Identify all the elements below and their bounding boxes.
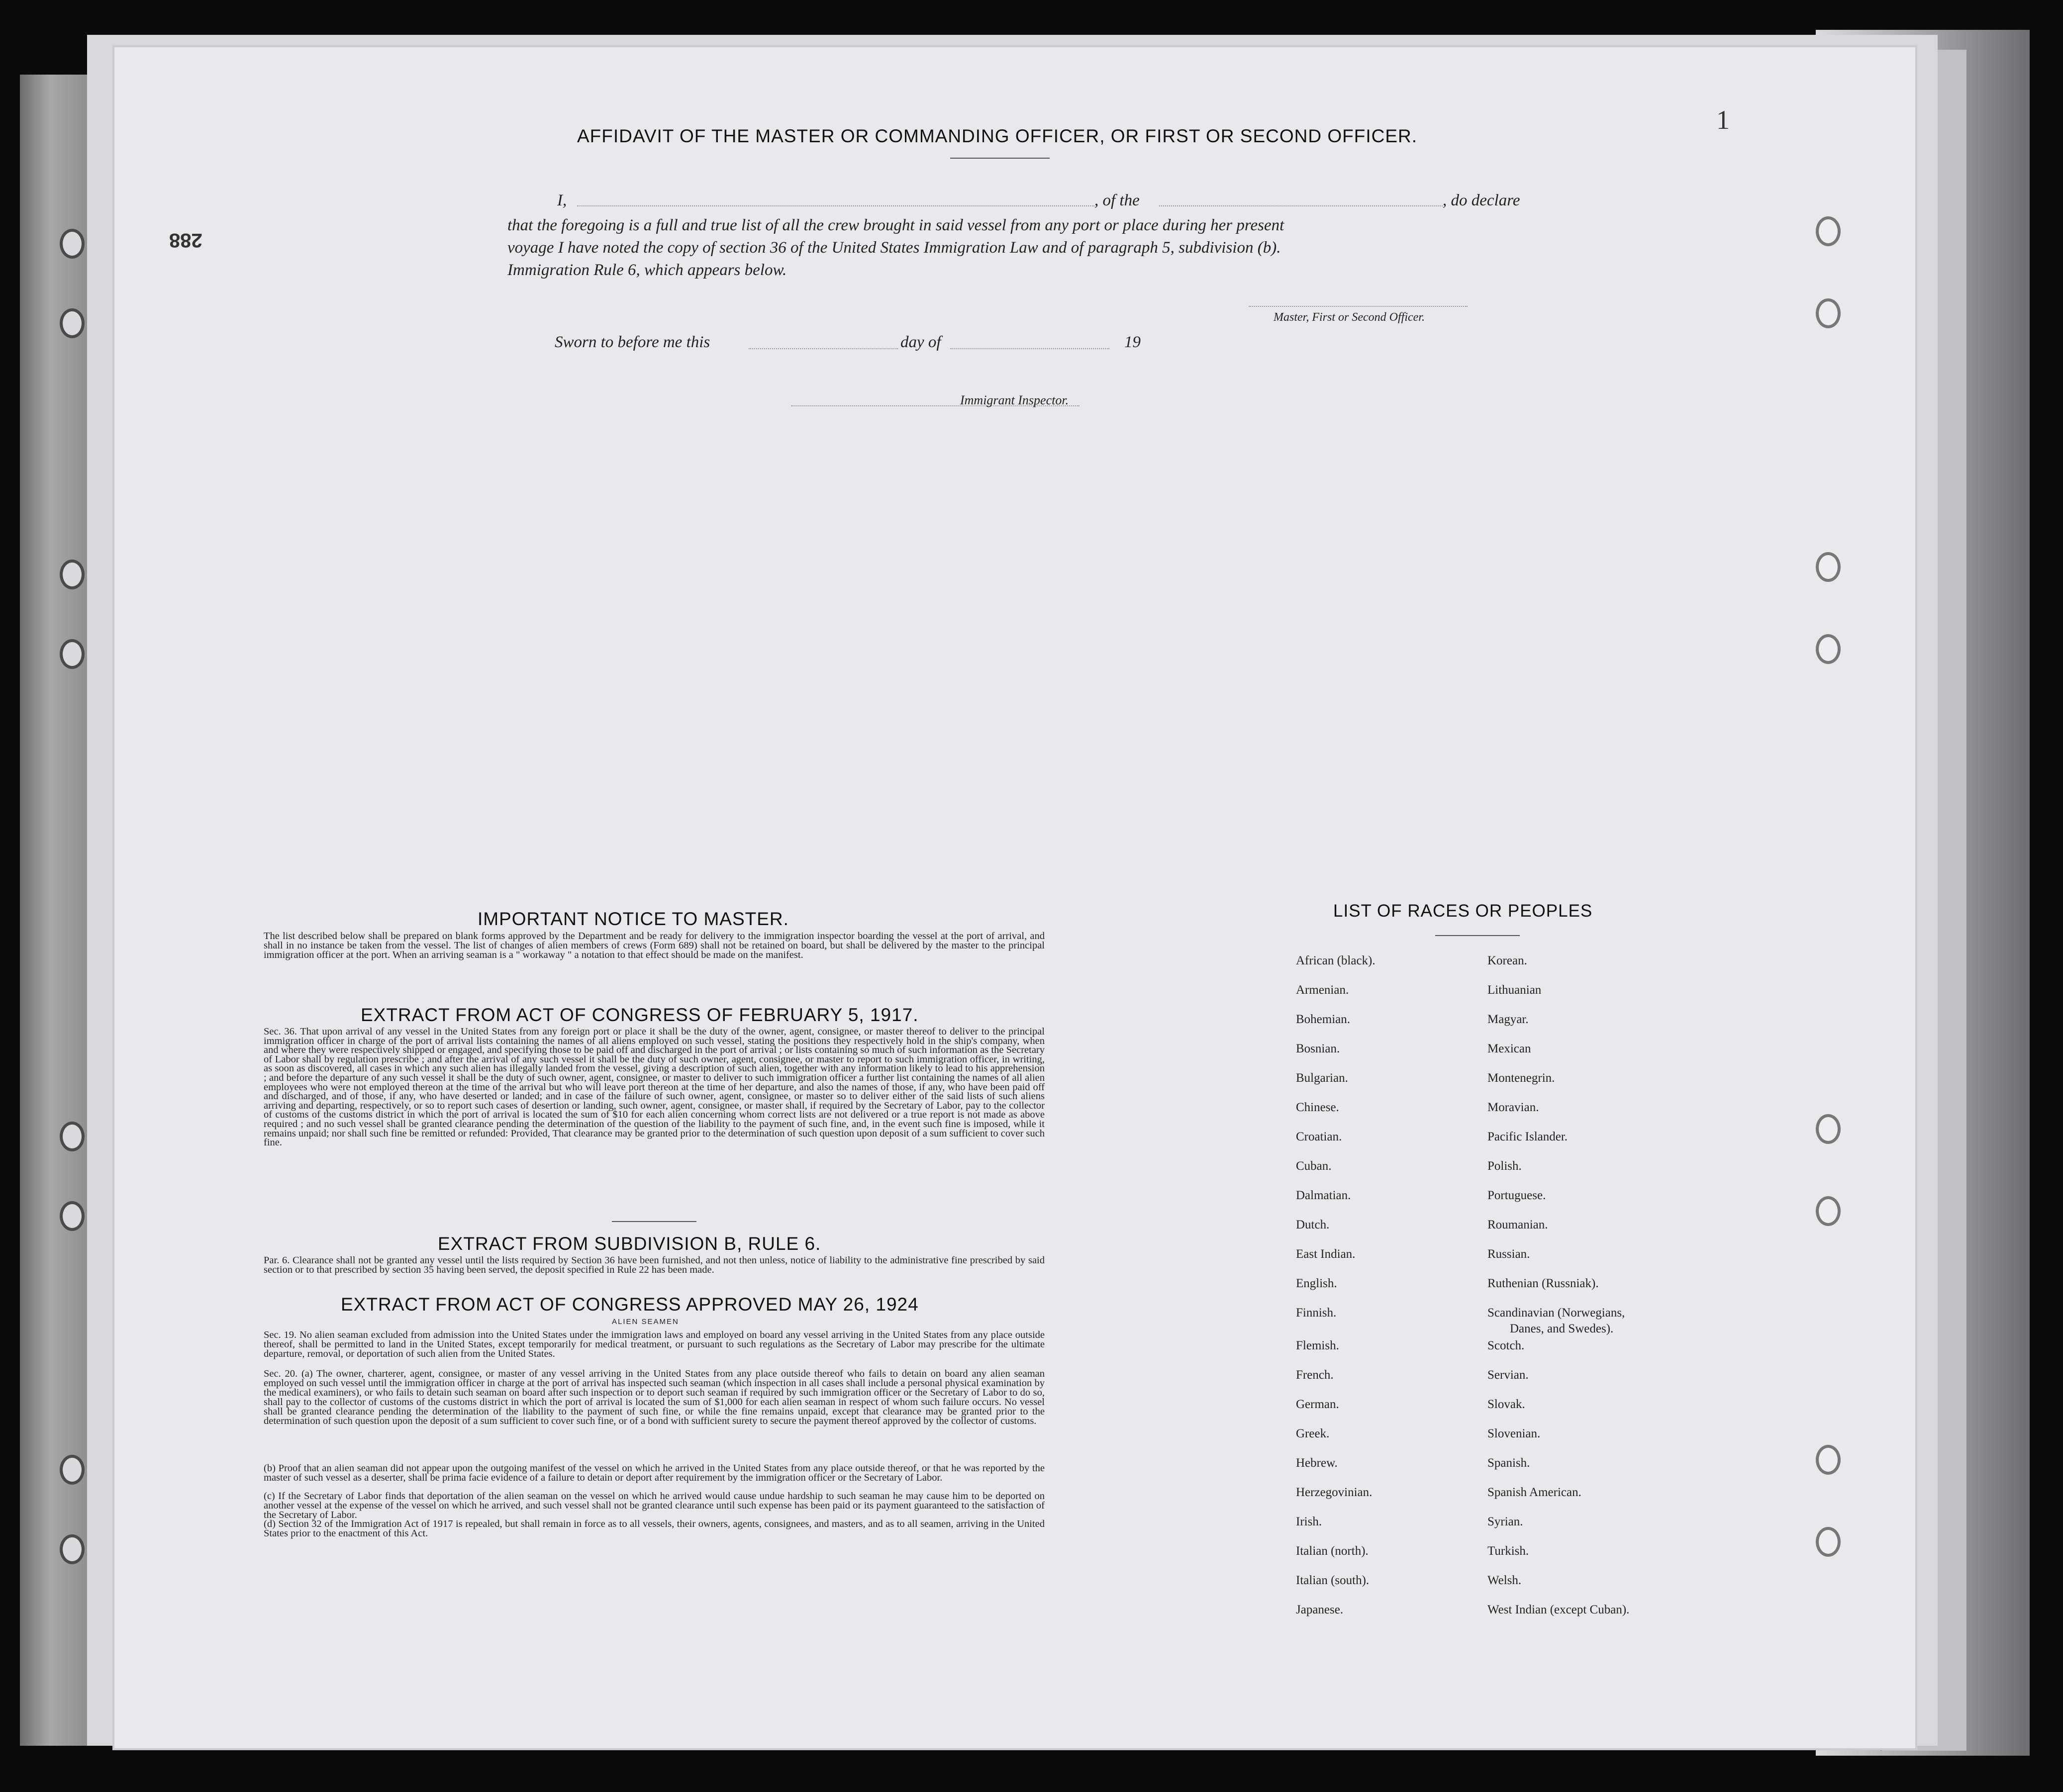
extract-1924-subtitle: ALIEN SEAMEN <box>612 1318 679 1326</box>
sworn-label: Sworn to before me this <box>555 333 710 351</box>
extract-1924-title: EXTRACT FROM ACT OF CONGRESS APPROVED MAY 26, 1924 <box>341 1294 919 1315</box>
race-item: Montenegrin. <box>1487 1071 1555 1085</box>
race-item: Scotch. <box>1487 1339 1525 1352</box>
race-item: Bosnian. <box>1296 1042 1340 1055</box>
race-item: East Indian. <box>1296 1247 1356 1261</box>
subdivision-title: EXTRACT FROM SUBDIVISION B, RULE 6. <box>438 1233 821 1254</box>
affidavit-line2: that the foregoing is a full and true list of all the crew brought in said vessel from any port or place during her present <box>507 216 1284 234</box>
inspector-label: Immigrant Inspector. <box>960 393 1069 407</box>
affidavit-title-rule <box>950 158 1050 159</box>
binder-hole-icon <box>1816 1445 1841 1475</box>
binder-hole-icon <box>60 560 85 589</box>
race-item: Cuban. <box>1296 1159 1332 1173</box>
binder-hole-icon <box>60 1455 85 1485</box>
race-item: Croatian. <box>1296 1130 1342 1143</box>
race-item: Hebrew. <box>1296 1456 1338 1470</box>
extract-1917-title: EXTRACT FROM ACT OF CONGRESS OF FEBRUARY 5, 1917. <box>361 1005 919 1025</box>
page-number: 1 <box>1716 105 1730 135</box>
binder-hole-icon <box>60 1534 85 1564</box>
binder-hole-icon <box>1816 298 1841 328</box>
extract-1917-rule <box>612 1221 696 1222</box>
race-item: African (black). <box>1296 954 1375 967</box>
binder-hole-icon <box>1816 552 1841 582</box>
race-item: Polish. <box>1487 1159 1522 1173</box>
race-item: Spanish American. <box>1487 1486 1581 1499</box>
race-item: Chinese. <box>1296 1101 1339 1114</box>
race-item: Portuguese. <box>1487 1189 1546 1202</box>
race-item: Armenian. <box>1296 983 1349 997</box>
race-item: Finnish. <box>1296 1306 1337 1320</box>
race-item: Japanese. <box>1296 1603 1344 1616</box>
sworn-day-blank <box>749 348 898 349</box>
race-item: Magyar. <box>1487 1013 1529 1026</box>
extract-1924-sec20c: (c) If the Secretary of Labor finds that deportation of the alien seaman on the vessel on which he arrived would cause undue hardship to such seaman he may cause him to be deported on another vessel at the expense of the vessel on which he arrived, and such vessel shall not be granted clearance until such expense has been paid or its payment guaranteed to the satisfaction of the Secretary of Labor. <box>264 1491 1045 1520</box>
binder-hole-icon <box>1816 216 1841 246</box>
extract-1924-sec19: Sec. 19. No alien seaman excluded from admission into the United States under the immigration laws and employed on board any vessel arriving in the United States from any place outside thereof, shall be permitted to land in the United States, except temporarily for medical treatment, or pursuant to such regulations as the Secretary of Labor may prescribe for the ultimate departure, removal, or deportation of such alien from the United States. <box>264 1329 1045 1359</box>
day-of-label: day of <box>900 333 941 351</box>
race-item: Herzegovinian. <box>1296 1486 1373 1499</box>
affidavit-line-i: I, <box>557 191 567 209</box>
race-item: Scandinavian (Norwegians, <box>1487 1306 1625 1320</box>
notice-body: The list described below shall be prepared on blank forms approved by the Department and be ready for delivery to the immigration inspector boarding the vessel at the port of arrival, and shall in no instance be taken from the vessel. The list of changes of alien members of crews (Form 689) shall not be retained on board, but shall be delivered by the master to the principal immigration officer at the port. When an arriving seaman is a " workaway " a notation to that effect should be made on the manifest. <box>264 931 1045 960</box>
affidavit-declare: , do declare <box>1443 191 1520 209</box>
races-title: LIST OF RACES OR PEOPLES <box>1333 901 1593 921</box>
affidavit-of-the: , of the <box>1094 191 1140 209</box>
race-item: Mexican <box>1487 1042 1531 1055</box>
race-item: Korean. <box>1487 954 1527 967</box>
race-item: Italian (north). <box>1296 1544 1369 1558</box>
race-item: Roumanian. <box>1487 1218 1548 1231</box>
race-item: French. <box>1296 1368 1334 1382</box>
race-item: Russian. <box>1487 1247 1530 1261</box>
binder-hole-icon <box>1816 1196 1841 1226</box>
extract-1917-body: Sec. 36. That upon arrival of any vessel in the United States from any foreign port or place it shall be the duty of the owner, agent, consignee, or master thereof to deliver to the principal immigration officer in charge of the port of arrival lists containing the names of all aliens employed on such vessel, stating the positions they respectively hold in the ship's company, when and where they were respectively shipped or engaged, and specifying those to be paid off and discharged in the port of arrival ; or lists containing so much of such information as the Secretary of Labor shall by regulation prescribe ; and after the arrival of any such vessel it shall be the duty of such owner, agent, consignee, or master to report to such immigration officer, in writing, as soon as discovered, all cases in which any such alien has illegally landed from the vessel, giving a description of such alien, together with any information likely to lead to his apprehension ; and before the departure of any such vessel it shall be the duty of such owner, agent, consignee, or master to deliver to such immigration officer a further list containing the names of all alien employees who were not employed thereon at the time of the arrival but who will leave port thereon at the time of her departure, and also the names of those, if any, who have been paid off and discharged, and of those, if any, who have deserted or landed; and in case of the failure of such owner, agent, consignee, or master so to deliver either of the said lists of such aliens arriving and departing, respectively, or so to report such cases of desertion or landing, such owner, agent, consignee, or master shall, if required by the Secretary of Labor, pay to the collector of customs of the customs district in which the port of arrival is located the sum of $10 for each alien concerning whom correct lists are not delivered or a true report is not made as above required ; and no such vessel shall be granted clearance pending the determination of the question of the liability to the payment of such fine, and, in the event such fine is imposed, while it remains unpaid; nor shall such fine be remitted or refunded: Provided, That clearance may be granted prior to the determination of such question upon deposit of a sum sufficient to cover such fine. <box>264 1026 1045 1148</box>
extract-1924-sec20a: Sec. 20. (a) The owner, charterer, agent, consignee, or master of any vessel arriving in the United States from any place outside thereof who fails to detain on board any alien seaman employed on such vessel until the immigration officer in charge at the port of arrival has inspected such seaman (which inspection in all cases shall include a personal physical examination by the medical examiners), or who fails to detain such seaman on board after such inspection or to deport such seaman if required by such immigration officer or the Secretary of Labor to do so, shall pay to the collector of customs of the customs district in which the port of arrival is located the sum of $1,000 for each alien seaman in respect of whom such failure occurs. No vessel shall be granted clearance pending the determination of the liability to the payment of such fine, or while the fine remains unpaid, except that clearance may be granted prior to the determination of such question upon the deposit of a sum sufficient to cover such fine, or of a bond with sufficient surety to secure the payment thereof approved by the collector of customs. <box>264 1368 1045 1426</box>
race-item: Lithuanian <box>1487 983 1542 997</box>
race-item: Bulgarian. <box>1296 1071 1348 1085</box>
extract-1924-sec20b: (b) Proof that an alien seaman did not appear upon the outgoing manifest of the vessel on which he arrived in the United States from any place outside thereof, or that he was reported by the master of such vessel as a deserter, shall be prima facie evidence of a failure to detain or deport after requirement by the immigration officer or the Secretary of Labor. <box>264 1463 1045 1483</box>
race-item: Dalmatian. <box>1296 1189 1351 1202</box>
document-page <box>114 47 1915 1748</box>
race-item: Servian. <box>1487 1368 1529 1382</box>
race-item: Turkish. <box>1487 1544 1529 1558</box>
race-item: Ruthenian (Russniak). <box>1487 1277 1599 1290</box>
race-item: German. <box>1296 1398 1339 1411</box>
race-item: West Indian (except Cuban). <box>1487 1603 1630 1616</box>
binder-hole-icon <box>60 639 85 669</box>
year-label: 19 <box>1124 333 1141 351</box>
binder-hole-icon <box>1816 1114 1841 1144</box>
master-signature-label: Master, First or Second Officer. <box>1274 311 1425 324</box>
race-item: Dutch. <box>1296 1218 1330 1231</box>
binder-hole-icon <box>60 1201 85 1231</box>
affidavit-title: AFFIDAVIT OF THE MASTER OR COMMANDING OFFICER, OR FIRST OR SECOND OFFICER. <box>577 126 1418 146</box>
affidavit-line4: Immigration Rule 6, which appears below. <box>507 261 787 279</box>
binder-hole-icon <box>60 308 85 338</box>
subdivision-body: Par. 6. Clearance shall not be granted any vessel until the lists required by Section 36 have been furnished, and not then unless, notice of liability to the administrative fine prescribed by said section or to that prescribed by section 35 having been served, the deposit specified in Rule 22 has been made. <box>264 1255 1045 1275</box>
race-item: Syrian. <box>1487 1515 1523 1528</box>
race-item: Greek. <box>1296 1427 1330 1440</box>
race-item: Italian (south). <box>1296 1574 1370 1587</box>
race-item: Moravian. <box>1487 1101 1539 1114</box>
race-item: Spanish. <box>1487 1456 1530 1470</box>
binder-hole-icon <box>60 1122 85 1151</box>
notice-title: IMPORTANT NOTICE TO MASTER. <box>478 909 789 929</box>
race-item: Flemish. <box>1296 1339 1339 1352</box>
race-item: Irish. <box>1296 1515 1322 1528</box>
races-title-rule <box>1435 935 1520 936</box>
vessel-blank <box>1159 205 1443 206</box>
race-item: Slovenian. <box>1487 1427 1541 1440</box>
margin-stamp-number: 288 <box>169 229 202 251</box>
race-item-continuation: Danes, and Swedes). <box>1510 1322 1614 1335</box>
affidavit-line3: voyage I have noted the copy of section 36 of the United States Immigration Law and of paragraph 5, subdivision (b). <box>507 239 1281 257</box>
binder-hole-icon <box>1816 1527 1841 1557</box>
master-signature-blank <box>1249 306 1468 307</box>
race-item: Welsh. <box>1487 1574 1522 1587</box>
name-blank <box>577 205 1094 206</box>
race-item: English. <box>1296 1277 1337 1290</box>
binder-hole-icon <box>1816 634 1841 664</box>
binder-hole-icon <box>60 229 85 259</box>
race-item: Pacific Islander. <box>1487 1130 1568 1143</box>
extract-1924-sec20d: (d) Section 32 of the Immigration Act of 1917 is repealed, but shall remain in force as to all vessels, their owners, agents, consignees, and masters, and as to all seamen, arriving in the United States prior to the enactment of this Act. <box>264 1518 1045 1539</box>
race-item: Slovak. <box>1487 1398 1525 1411</box>
sworn-month-blank <box>950 348 1109 349</box>
race-item: Bohemian. <box>1296 1013 1351 1026</box>
